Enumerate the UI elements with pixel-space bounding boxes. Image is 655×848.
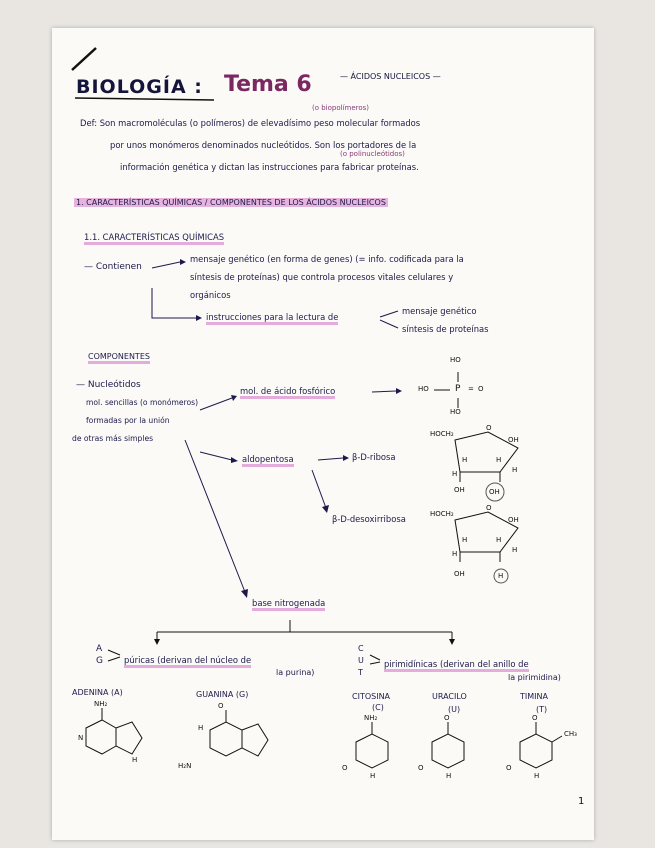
- thymine-label: TIMINA: [520, 692, 548, 701]
- deoxy-oh-2: OH: [454, 570, 465, 578]
- thymine-h: H: [534, 772, 540, 780]
- corner-mark: [72, 48, 96, 70]
- phosphoric-ho-left: HO: [418, 385, 429, 393]
- phosphoric-o: O: [478, 385, 484, 393]
- uracil-label: URACILO: [432, 692, 467, 701]
- adenine-label: ADENINA (A): [72, 688, 123, 697]
- page-title: BIOLOGÍA :: [76, 76, 203, 98]
- phosphoric-eq: =: [468, 385, 474, 393]
- phosphoric-ho-bottom: HO: [450, 408, 461, 416]
- nucleotides-label: — Nucleótidos: [76, 380, 141, 390]
- definition-annotation: (o biopolímeros): [312, 104, 370, 112]
- section-heading: 1. CARACTERÍSTICAS QUÍMICAS / COMPONENTES DE LOS ÁCIDOS NUCLEICOS: [76, 198, 386, 207]
- cytosine-nh2: NH₂: [364, 714, 378, 722]
- message-line-3: orgánicos: [190, 290, 231, 300]
- cytosine-letter: (C): [372, 703, 384, 712]
- deoxy-h-3: H: [512, 546, 518, 554]
- ribose-h-1: H: [462, 456, 468, 464]
- topic-subtitle: — ÁCIDOS NUCLEICOS —: [340, 72, 441, 81]
- ribose-oh-1: OH: [508, 436, 519, 444]
- nucleotides-desc-3: de otras más simples: [72, 434, 154, 443]
- deoxyribose-label: β-D-desoxirribosa: [332, 514, 406, 524]
- page-number: 1: [578, 796, 585, 807]
- pyr-letter-c: C: [358, 644, 364, 653]
- definition-line-2: por unos monómeros denominados nucleótidos. Son los portadores de la: [110, 140, 417, 150]
- deoxy-hoch2: HOCH₂: [430, 510, 454, 518]
- definition-line-3: información genética y dictan las instrucciones para fabricar proteínas.: [120, 162, 419, 172]
- cytosine-o: O: [342, 764, 348, 772]
- uracil-o-top: O: [444, 714, 450, 722]
- cytosine-h: H: [370, 772, 376, 780]
- uracil-h: H: [446, 772, 452, 780]
- ribose-o: O: [486, 424, 492, 432]
- guanine-hn: H: [198, 724, 204, 732]
- phosphoric-acid-label: mol. de ácido fosfórico: [240, 386, 335, 399]
- instructions-a: mensaje genético: [402, 306, 477, 316]
- contienen-label: — Contienen: [84, 262, 142, 272]
- purines-label-2: la purina): [276, 668, 315, 677]
- instructions-label: instrucciones para la lectura de: [206, 312, 338, 325]
- pentose-label: aldopentosa: [242, 454, 294, 467]
- uracil-o: O: [418, 764, 424, 772]
- topic-title: Tema 6: [224, 72, 312, 97]
- components-heading: COMPONENTES: [88, 352, 150, 364]
- ribose-oh-2: OH: [454, 486, 465, 494]
- pyr-letter-u: U: [358, 656, 364, 665]
- deoxy-h-1: H: [462, 536, 468, 544]
- phosphoric-ho-top: HO: [450, 356, 461, 364]
- subsection-heading: 1.1. CARACTERÍSTICAS QUÍMICAS: [84, 232, 224, 245]
- definition-annotation-2: (o polinucleótidos): [340, 150, 405, 158]
- thymine-letter: (T): [536, 705, 548, 714]
- ribose-h-3: H: [512, 466, 518, 474]
- ribose-h-2: H: [496, 456, 502, 464]
- pyr-letter-t: T: [358, 668, 363, 677]
- purine-letter-a: A: [96, 644, 103, 654]
- message-line-1: mensaje genético (en forma de genes) (= info. codificada para la: [190, 254, 464, 264]
- cytosine-label: CITOSINA: [352, 692, 391, 701]
- phosphoric-p: P: [455, 384, 461, 394]
- deoxy-h-5: H: [498, 572, 504, 580]
- deoxy-h-2: H: [496, 536, 502, 544]
- uracil-letter: (U): [448, 705, 461, 714]
- adenine-n: N: [78, 734, 84, 742]
- message-line-2: síntesis de proteínas) que controla procesos vitales celulares y: [190, 272, 454, 282]
- ribose-hoch2: HOCH₂: [430, 430, 454, 438]
- thymine-o: O: [506, 764, 512, 772]
- guanine-o: O: [218, 702, 224, 710]
- ribose-h-4: H: [452, 470, 458, 478]
- purine-letter-g: G: [96, 656, 103, 666]
- purines-label: púricas (derivan del núcleo de: [124, 655, 251, 668]
- thymine-o-top: O: [532, 714, 538, 722]
- deoxy-oh-1: OH: [508, 516, 519, 524]
- guanine-h2n: H₂N: [178, 762, 192, 770]
- pyrimidines-label: pirimidínicas (derivan del anillo de: [384, 659, 529, 672]
- definition-line-1: Def: Son macromoléculas (o polímeros) de elevadísimo peso molecular formados: [80, 118, 421, 128]
- ribose-label: β-D-ribosa: [352, 452, 396, 462]
- pyrimidines-label-2: la pirimidina): [508, 673, 561, 682]
- instructions-b: síntesis de proteínas: [402, 324, 489, 334]
- nucleotides-desc-1: mol. sencillas (o monómeros): [86, 398, 199, 407]
- adenine-h: H: [132, 756, 138, 764]
- nitrogenous-base-label: base nitrogenada: [252, 598, 325, 611]
- ribose-oh-3: OH: [489, 488, 500, 496]
- adenine-nh2: NH₂: [94, 700, 108, 708]
- nucleotides-desc-2: formadas por la unión: [86, 416, 170, 425]
- guanine-label: GUANINA (G): [196, 690, 249, 699]
- thymine-ch3: CH₃: [564, 730, 577, 738]
- deoxy-h-4: H: [452, 550, 458, 558]
- deoxy-o: O: [486, 504, 492, 512]
